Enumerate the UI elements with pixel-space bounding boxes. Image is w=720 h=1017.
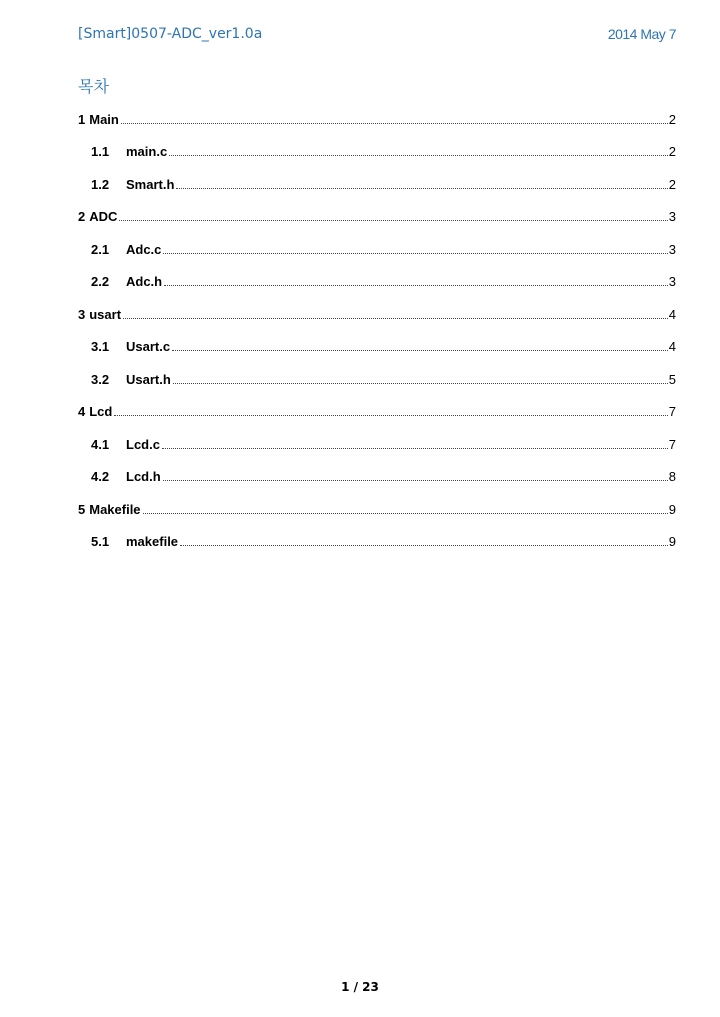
toc-entry-title: main.c xyxy=(126,144,168,159)
toc-heading: 목차 xyxy=(78,77,109,96)
toc-entry-makefile[interactable] xyxy=(78,523,676,556)
toc-dot-leader xyxy=(176,188,667,189)
toc-entry-title: Adc.h xyxy=(126,274,163,289)
toc-dot-leader xyxy=(123,318,668,319)
toc-entry-number: 3.1 xyxy=(91,339,110,354)
toc-entry-number: 2.1 xyxy=(91,241,110,257)
toc-entry-lcd-h[interactable] xyxy=(78,458,676,491)
toc-dot-leader xyxy=(163,253,667,254)
toc-entry-page: 7 xyxy=(668,404,676,419)
toc-entry-page: 8 xyxy=(668,469,676,484)
toc-entry-number: 2 xyxy=(78,209,86,224)
toc-entry-number: 1.2 xyxy=(91,176,110,192)
page-indicator: 1 / 23 xyxy=(341,980,379,994)
toc-entry-page: 9 xyxy=(668,501,676,517)
toc-entry-number: 2.2 xyxy=(91,274,110,289)
toc-dot-leader xyxy=(164,285,668,286)
toc-entry-page: 2 xyxy=(668,176,676,192)
toc-entry-title: Adc.c xyxy=(126,241,162,257)
document-date: 2014 May 7 xyxy=(607,26,676,42)
toc-dot-leader xyxy=(114,415,667,416)
toc-entry-title: Makefile xyxy=(89,501,141,517)
toc-entry-number: 1.1 xyxy=(91,144,110,159)
document-title: [Smart]0507-ADC_ver1.0a xyxy=(78,26,263,42)
toc-entry-main[interactable] xyxy=(78,100,676,133)
toc-entry-adc-c[interactable] xyxy=(78,230,676,263)
toc-entry-number: 3 xyxy=(78,306,86,322)
toc-dot-leader xyxy=(119,220,667,221)
toc-entry-lcd[interactable] xyxy=(78,393,676,426)
toc-entry-page: 2 xyxy=(668,111,676,127)
toc-entry-usart-h[interactable] xyxy=(78,360,676,393)
toc-entry-title: usart xyxy=(89,306,122,322)
toc-dot-leader xyxy=(121,123,668,124)
toc-entry-adc[interactable] xyxy=(78,198,676,231)
toc-entry-title: Lcd xyxy=(89,404,113,419)
toc-entry-makefile-section[interactable] xyxy=(78,490,676,523)
toc-entry-title: Usart.h xyxy=(126,371,171,387)
toc-entry-adc-h[interactable] xyxy=(78,263,676,296)
table-of-contents xyxy=(78,100,676,555)
toc-entry-number: 4.1 xyxy=(91,436,110,452)
toc-dot-leader xyxy=(180,545,668,546)
toc-entry-title: ADC xyxy=(89,209,118,224)
toc-entry-title: Usart.c xyxy=(126,339,171,354)
toc-entry-page: 3 xyxy=(668,209,676,224)
toc-entry-page: 7 xyxy=(668,436,676,452)
toc-dot-leader xyxy=(173,383,668,384)
toc-entry-title: Main xyxy=(89,111,119,127)
toc-entry-number: 4 xyxy=(78,404,86,419)
toc-entry-lcd-c[interactable] xyxy=(78,425,676,458)
toc-entry-page: 5 xyxy=(668,371,676,387)
toc-entry-number: 5.1 xyxy=(91,534,110,549)
page-header xyxy=(78,26,676,44)
toc-entry-title: Lcd.h xyxy=(126,469,161,484)
toc-entry-page: 9 xyxy=(668,534,676,549)
toc-entry-usart[interactable] xyxy=(78,295,676,328)
toc-entry-title: makefile xyxy=(126,534,179,549)
toc-entry-page: 4 xyxy=(668,306,676,322)
toc-dot-leader xyxy=(143,513,668,514)
toc-entry-title: Lcd.c xyxy=(126,436,160,452)
toc-entry-smart-h[interactable] xyxy=(78,165,676,198)
toc-entry-title: Smart.h xyxy=(126,176,175,192)
toc-entry-number: 4.2 xyxy=(91,469,110,484)
toc-entry-usart-c[interactable] xyxy=(78,328,676,361)
toc-entry-page: 3 xyxy=(668,241,676,257)
toc-entry-number: 1 xyxy=(78,111,86,127)
toc-entry-number: 3.2 xyxy=(91,371,110,387)
toc-entry-number: 5 xyxy=(78,501,86,517)
toc-entry-page: 2 xyxy=(668,144,676,159)
toc-entry-main-c[interactable] xyxy=(78,133,676,166)
toc-dot-leader xyxy=(163,480,668,481)
toc-dot-leader xyxy=(172,350,668,351)
toc-dot-leader xyxy=(169,155,668,156)
toc-dot-leader xyxy=(162,448,668,449)
toc-entry-page: 3 xyxy=(668,274,676,289)
toc-entry-page: 4 xyxy=(668,339,676,354)
